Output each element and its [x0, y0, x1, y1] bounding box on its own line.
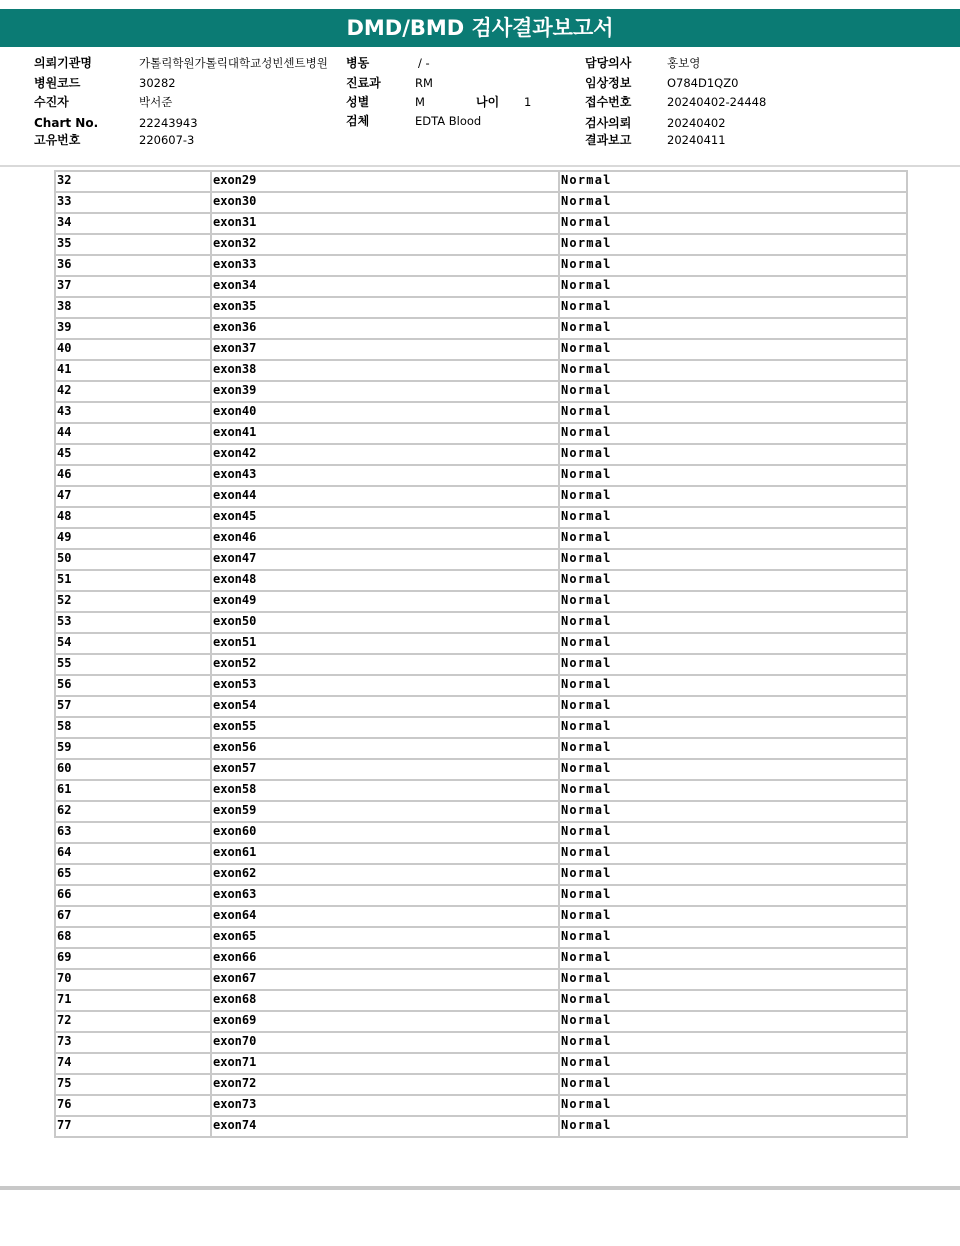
status-cell: Normal [559, 633, 907, 654]
row-number-cell: 48 [55, 507, 211, 528]
table-row [55, 864, 907, 885]
table-row [55, 927, 907, 948]
row-number-cell: 71 [55, 990, 211, 1011]
doctor-value: 홍보영 [667, 56, 701, 70]
table-row [55, 906, 907, 927]
status-cell: Normal [559, 402, 907, 423]
table-row [55, 381, 907, 402]
exon-cell: exon43 [211, 465, 559, 486]
table-row [55, 969, 907, 990]
clinical-info-value: O784D1QZ0 [667, 76, 739, 90]
header-divider [0, 165, 960, 167]
row-number-cell: 67 [55, 906, 211, 927]
table-row [55, 1053, 907, 1074]
report-date-value: 20240411 [667, 133, 726, 147]
table-row [55, 591, 907, 612]
row-number-cell: 53 [55, 612, 211, 633]
table-row [55, 633, 907, 654]
table-row [55, 444, 907, 465]
row-number-cell: 77 [55, 1116, 211, 1137]
table-row [55, 549, 907, 570]
unique-no-label: 고유번호 [34, 133, 81, 147]
row-number-cell: 32 [55, 171, 211, 192]
status-cell: Normal [559, 1095, 907, 1116]
exon-cell: exon67 [211, 969, 559, 990]
chart-no-value: 22243943 [139, 116, 198, 130]
row-number-cell: 40 [55, 339, 211, 360]
exon-cell: exon70 [211, 1032, 559, 1053]
exon-cell: exon68 [211, 990, 559, 1011]
status-cell: Normal [559, 465, 907, 486]
status-cell: Normal [559, 759, 907, 780]
status-cell: Normal [559, 591, 907, 612]
table-row [55, 1032, 907, 1053]
table-row [55, 990, 907, 1011]
status-cell: Normal [559, 297, 907, 318]
table-row [55, 885, 907, 906]
exon-cell: exon32 [211, 234, 559, 255]
exon-cell: exon52 [211, 654, 559, 675]
exon-cell: exon66 [211, 948, 559, 969]
table-row [55, 654, 907, 675]
institution-value: 가톨릭학원가톨릭대학교성빈센트병원 [139, 56, 328, 70]
status-cell: Normal [559, 1011, 907, 1032]
status-cell: Normal [559, 423, 907, 444]
exon-cell: exon58 [211, 780, 559, 801]
table-row [55, 360, 907, 381]
table-row [55, 1095, 907, 1116]
unique-no-value: 220607-3 [139, 133, 195, 147]
exon-cell: exon69 [211, 1011, 559, 1032]
row-number-cell: 61 [55, 780, 211, 801]
request-date-value: 20240402 [667, 116, 726, 130]
table-row [55, 822, 907, 843]
status-cell: Normal [559, 696, 907, 717]
exon-cell: exon29 [211, 171, 559, 192]
status-cell: Normal [559, 885, 907, 906]
table-row [55, 1011, 907, 1032]
status-cell: Normal [559, 654, 907, 675]
exon-cell: exon38 [211, 360, 559, 381]
exon-cell: exon60 [211, 822, 559, 843]
exon-cell: exon55 [211, 717, 559, 738]
table-row [55, 402, 907, 423]
receipt-no-value: 20240402-24448 [667, 95, 767, 109]
institution-label: 의뢰기관명 [34, 56, 92, 70]
ward-label: 병동 [346, 56, 370, 70]
exon-cell: exon74 [211, 1116, 559, 1137]
hospital-code-label: 병원코드 [34, 76, 81, 90]
row-number-cell: 50 [55, 549, 211, 570]
exon-cell: exon39 [211, 381, 559, 402]
sex-label: 성별 [346, 95, 370, 109]
row-number-cell: 66 [55, 885, 211, 906]
row-number-cell: 59 [55, 738, 211, 759]
clinical-info-label: 임상정보 [585, 76, 632, 90]
table-row [55, 234, 907, 255]
table-row [55, 507, 907, 528]
status-cell: Normal [559, 1074, 907, 1095]
table-row [55, 738, 907, 759]
exon-cell: exon49 [211, 591, 559, 612]
age-value: 1 [524, 95, 532, 109]
status-cell: Normal [559, 444, 907, 465]
table-row [55, 696, 907, 717]
row-number-cell: 43 [55, 402, 211, 423]
exon-cell: exon64 [211, 906, 559, 927]
row-number-cell: 58 [55, 717, 211, 738]
department-label: 진료과 [346, 76, 381, 90]
table-row [55, 675, 907, 696]
row-number-cell: 55 [55, 654, 211, 675]
receipt-no-label: 접수번호 [585, 95, 632, 109]
table-row [55, 465, 907, 486]
table-row [55, 948, 907, 969]
exon-cell: exon41 [211, 423, 559, 444]
status-cell: Normal [559, 1116, 907, 1137]
status-cell: Normal [559, 717, 907, 738]
bottom-divider [0, 1186, 960, 1190]
table-row [55, 486, 907, 507]
row-number-cell: 41 [55, 360, 211, 381]
department-value: RM [415, 76, 433, 90]
exon-cell: exon36 [211, 318, 559, 339]
row-number-cell: 73 [55, 1032, 211, 1053]
report-date-label: 결과보고 [585, 133, 632, 147]
report-title: DMD/BMD 검사결과보고서 [0, 9, 960, 47]
row-number-cell: 74 [55, 1053, 211, 1074]
exon-cell: exon50 [211, 612, 559, 633]
row-number-cell: 68 [55, 927, 211, 948]
table-row [55, 843, 907, 864]
status-cell: Normal [559, 213, 907, 234]
status-cell: Normal [559, 927, 907, 948]
exon-cell: exon72 [211, 1074, 559, 1095]
table-row [55, 1074, 907, 1095]
hospital-code-value: 30282 [139, 76, 176, 90]
exon-cell: exon71 [211, 1053, 559, 1074]
exon-cell: exon59 [211, 801, 559, 822]
exon-cell: exon42 [211, 444, 559, 465]
doctor-label: 담당의사 [585, 56, 632, 70]
table-row [55, 1116, 907, 1137]
row-number-cell: 39 [55, 318, 211, 339]
row-number-cell: 57 [55, 696, 211, 717]
examinee-label: 수진자 [34, 95, 69, 109]
exon-cell: exon45 [211, 507, 559, 528]
exon-cell: exon40 [211, 402, 559, 423]
row-number-cell: 63 [55, 822, 211, 843]
age-label: 나이 [476, 95, 500, 109]
row-number-cell: 62 [55, 801, 211, 822]
status-cell: Normal [559, 381, 907, 402]
status-cell: Normal [559, 318, 907, 339]
table-row [55, 801, 907, 822]
status-cell: Normal [559, 969, 907, 990]
exon-cell: exon51 [211, 633, 559, 654]
row-number-cell: 49 [55, 528, 211, 549]
exon-cell: exon53 [211, 675, 559, 696]
examinee-value: 박서준 [139, 95, 173, 109]
status-cell: Normal [559, 507, 907, 528]
row-number-cell: 76 [55, 1095, 211, 1116]
exon-cell: exon47 [211, 549, 559, 570]
table-row [55, 570, 907, 591]
row-number-cell: 64 [55, 843, 211, 864]
status-cell: Normal [559, 570, 907, 591]
row-number-cell: 47 [55, 486, 211, 507]
row-number-cell: 56 [55, 675, 211, 696]
table-row [55, 276, 907, 297]
status-cell: Normal [559, 339, 907, 360]
row-number-cell: 54 [55, 633, 211, 654]
chart-no-label: Chart No. [34, 116, 99, 130]
table-row [55, 528, 907, 549]
status-cell: Normal [559, 528, 907, 549]
table-row [55, 171, 907, 192]
specimen-label: 검체 [346, 114, 370, 128]
ward-value: / - [418, 56, 430, 70]
status-cell: Normal [559, 486, 907, 507]
row-number-cell: 34 [55, 213, 211, 234]
row-number-cell: 33 [55, 192, 211, 213]
status-cell: Normal [559, 276, 907, 297]
row-number-cell: 60 [55, 759, 211, 780]
exon-cell: exon44 [211, 486, 559, 507]
status-cell: Normal [559, 864, 907, 885]
exon-cell: exon63 [211, 885, 559, 906]
row-number-cell: 75 [55, 1074, 211, 1095]
table-row [55, 213, 907, 234]
exon-cell: exon61 [211, 843, 559, 864]
row-number-cell: 65 [55, 864, 211, 885]
row-number-cell: 44 [55, 423, 211, 444]
exon-cell: exon46 [211, 528, 559, 549]
status-cell: Normal [559, 675, 907, 696]
row-number-cell: 52 [55, 591, 211, 612]
exon-cell: exon30 [211, 192, 559, 213]
status-cell: Normal [559, 990, 907, 1011]
row-number-cell: 35 [55, 234, 211, 255]
exon-cell: exon33 [211, 255, 559, 276]
sex-value: M [415, 95, 425, 109]
row-number-cell: 51 [55, 570, 211, 591]
exon-cell: exon73 [211, 1095, 559, 1116]
table-row [55, 780, 907, 801]
row-number-cell: 42 [55, 381, 211, 402]
exon-cell: exon54 [211, 696, 559, 717]
exon-results-table [54, 170, 908, 1138]
status-cell: Normal [559, 948, 907, 969]
status-cell: Normal [559, 360, 907, 381]
exon-cell: exon57 [211, 759, 559, 780]
status-cell: Normal [559, 780, 907, 801]
table-row [55, 297, 907, 318]
status-cell: Normal [559, 906, 907, 927]
exon-cell: exon62 [211, 864, 559, 885]
table-row [55, 612, 907, 633]
status-cell: Normal [559, 171, 907, 192]
table-row [55, 318, 907, 339]
row-number-cell: 46 [55, 465, 211, 486]
exon-cell: exon35 [211, 297, 559, 318]
exon-cell: exon37 [211, 339, 559, 360]
table-row [55, 423, 907, 444]
request-date-label: 검사의뢰 [585, 116, 632, 130]
exon-cell: exon31 [211, 213, 559, 234]
row-number-cell: 38 [55, 297, 211, 318]
status-cell: Normal [559, 738, 907, 759]
table-row [55, 717, 907, 738]
exon-cell: exon48 [211, 570, 559, 591]
status-cell: Normal [559, 549, 907, 570]
status-cell: Normal [559, 612, 907, 633]
table-row [55, 255, 907, 276]
status-cell: Normal [559, 822, 907, 843]
status-cell: Normal [559, 192, 907, 213]
exon-results-body [55, 171, 907, 1137]
status-cell: Normal [559, 255, 907, 276]
row-number-cell: 72 [55, 1011, 211, 1032]
status-cell: Normal [559, 843, 907, 864]
row-number-cell: 45 [55, 444, 211, 465]
table-row [55, 339, 907, 360]
table-row [55, 192, 907, 213]
patient-info-panel [0, 47, 960, 166]
row-number-cell: 70 [55, 969, 211, 990]
exon-cell: exon65 [211, 927, 559, 948]
table-row [55, 759, 907, 780]
status-cell: Normal [559, 234, 907, 255]
status-cell: Normal [559, 1032, 907, 1053]
status-cell: Normal [559, 801, 907, 822]
status-cell: Normal [559, 1053, 907, 1074]
exon-cell: exon56 [211, 738, 559, 759]
row-number-cell: 37 [55, 276, 211, 297]
exon-cell: exon34 [211, 276, 559, 297]
row-number-cell: 69 [55, 948, 211, 969]
row-number-cell: 36 [55, 255, 211, 276]
specimen-value: EDTA Blood [415, 114, 482, 128]
